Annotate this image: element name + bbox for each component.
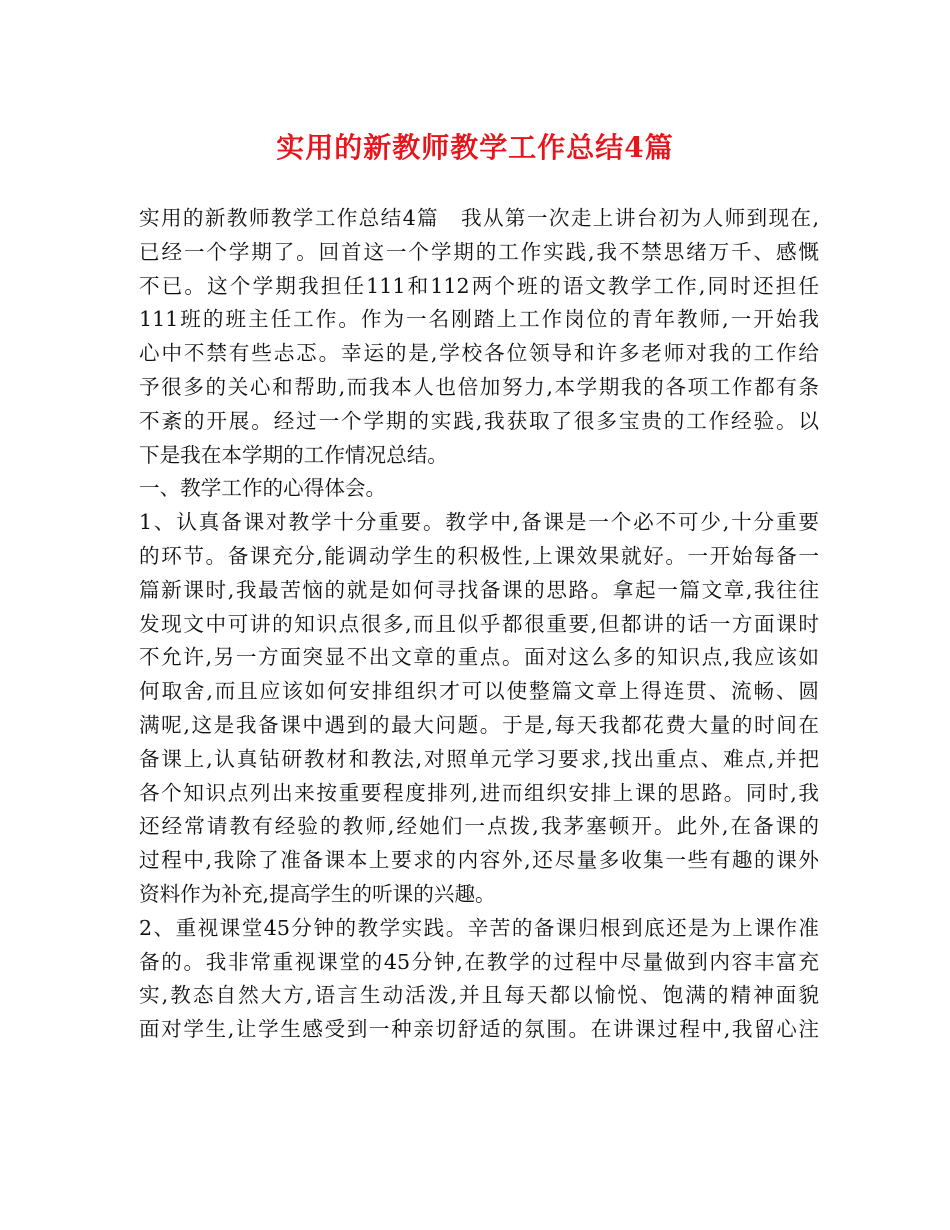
body-line [139,608,819,642]
body-line [139,506,819,540]
body-line-text: 实用的新教师教学工作总结4篇 我从第一次走上讲台初为人师到现在, [139,206,819,230]
body-line [139,303,819,337]
body-line [139,202,819,236]
body-line [139,472,819,506]
body-line-text: 过程中,我除了准备课本上要求的内容外,还尽量多收集一些有趣的课外 [139,848,819,873]
body-line [139,709,819,743]
document-title: 实用的新教师教学工作总结4篇 [276,131,674,164]
body-line-text: 实,教态自然大方,语言生动活泼,并且每天都以愉悦、饱满的精神面貌 [139,983,819,1008]
body-line [139,878,819,912]
body-line-text: 篇新课时,我最苦恼的就是如何寻找备课的思路。拿起一篇文章,我往往 [139,577,819,602]
body-line-text: 不允许,另一方面突显不出文章的重点。面对这么多的知识点,我应该如 [139,645,819,670]
body-line-text: 何取舍,而且应该如何安排组织才可以使整篇文章上得连贯、流畅、圆 [139,679,819,704]
body-line [139,236,819,270]
body-line-text: 1、认真备课对教学十分重要。教学中,备课是一个必不可少,十分重要 [139,510,819,535]
body-line [139,675,819,709]
body-line-text: 已经一个学期了。回首这一个学期的工作实践,我不禁思绪万千、感慨 [139,239,819,264]
body-line [139,810,819,844]
body-line [139,946,819,980]
body-line-text: 的环节。备课充分,能调动学生的积极性,上课效果就好。一开始每备一 [139,543,819,568]
body-line-text: 各个知识点列出来按重要程度排列,进而组织安排上课的思路。同时,我 [139,780,819,805]
body-line [139,439,819,473]
body-line-text: 不紊的开展。经过一个学期的实践,我获取了很多宝贵的工作经验。以 [139,408,819,433]
body-line [139,405,819,439]
body-line [139,574,819,608]
body-line-text: 不已。这个学期我担任111和112两个班的语文教学工作,同时还担任 [139,273,819,298]
body-line [139,844,819,878]
body-line-text: 下是我在本学期的工作情况总结。 [139,442,448,467]
body-line [139,777,819,811]
body-line-text: 一、教学工作的心得体会。 [139,476,387,501]
body-line [139,1013,819,1047]
document-body [139,202,819,1047]
body-line [139,540,819,574]
body-line [139,979,819,1013]
body-line-text: 面对学生,让学生感受到一种亲切舒适的氛围。在讲课过程中,我留心注 [139,1017,819,1042]
body-line [139,912,819,946]
body-line [139,743,819,777]
body-line-text: 备的。我非常重视课堂的45分钟,在教学的过程中尽量做到内容丰富充 [139,949,819,974]
body-line-text: 资料作为补充,提高学生的听课的兴趣。 [139,881,496,906]
body-line-text: 发现文中可讲的知识点很多,而且似乎都很重要,但都讲的话一方面课时 [139,611,819,636]
body-line-text: 2、重视课堂45分钟的教学实践。辛苦的备课归根到底还是为上课作准 [139,915,819,940]
body-line-text: 备课上,认真钻研教材和教法,对照单元学习要求,找出重点、难点,并把 [139,746,819,771]
body-line-text: 111班的班主任工作。作为一名刚踏上工作岗位的青年教师,一开始我 [139,307,819,332]
body-line [139,371,819,405]
body-line-text: 满呢,这是我备课中遇到的最大问题。于是,每天我都花费大量的时间在 [139,712,819,737]
body-line [139,641,819,675]
body-line [139,270,819,304]
body-line-text: 心中不禁有些忐忑。幸运的是,学校各位领导和许多老师对我的工作给 [139,341,819,366]
body-line-text: 还经常请教有经验的教师,经她们一点拨,我茅塞顿开。此外,在备课的 [139,814,819,839]
body-line [139,337,819,371]
body-line-text: 予很多的关心和帮助,而我本人也倍加努力,本学期我的各项工作都有条 [139,374,819,399]
